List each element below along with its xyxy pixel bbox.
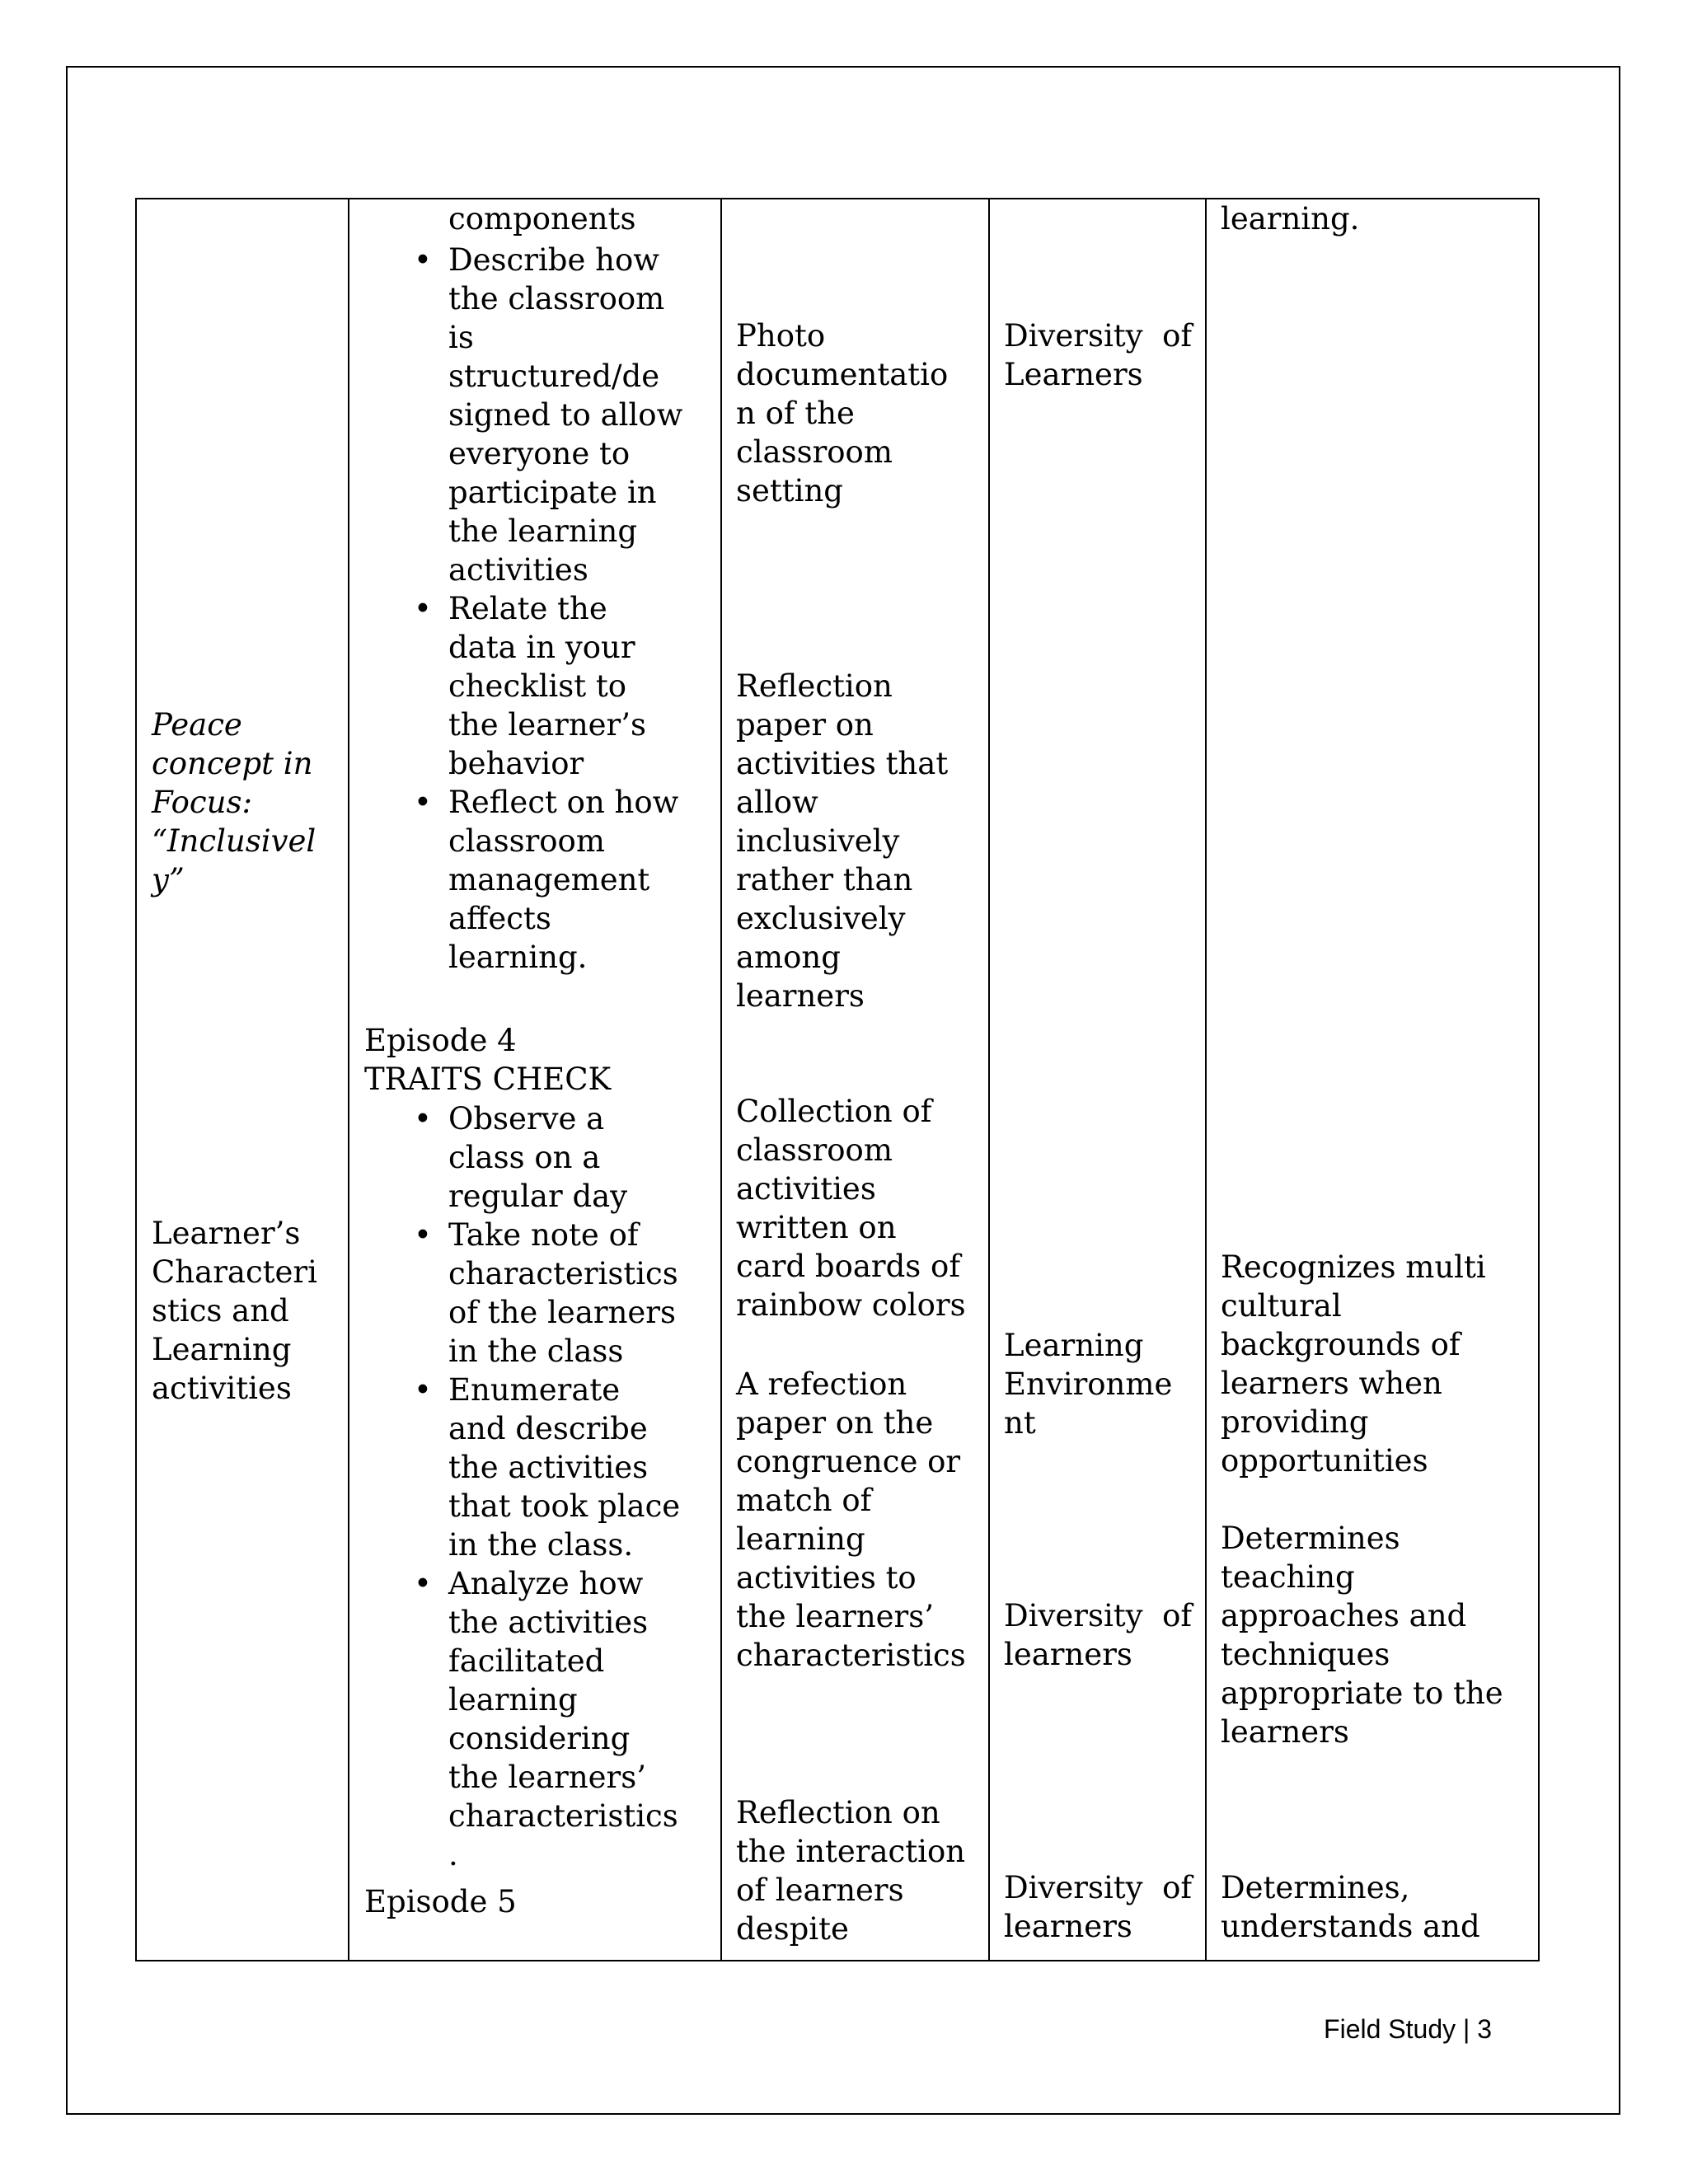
bullet-analyze: • Analyze how the activities facilitated learning considering the learners’ characteristics . xyxy=(349,1564,720,1874)
reflection-interaction-text: Reflection on the interaction of learners despite xyxy=(736,1795,966,1947)
learner-characteristics-text: Learner’s Characteri stics and Learning activities xyxy=(152,1216,317,1406)
bullet-reflect-management: • Reflect on how classroom management affects learning. xyxy=(349,783,720,977)
components-text: components xyxy=(448,201,636,237)
reflection-paper-text: Reflection paper on activities that allow inclusively rather than exclusively among learners xyxy=(736,668,949,1014)
column-competencies xyxy=(1205,199,1540,1960)
refection-congruence-text: A refection paper on the congruence or match of learning activities to the learners’ characteristics xyxy=(736,1366,966,1673)
episode5-heading: Episode 5 xyxy=(364,1884,517,1919)
bullet-describe-classroom: • Describe how the classroom is structured/de signed to allow everyone to participate in the learning activities xyxy=(349,241,720,589)
field-study-table xyxy=(135,198,1540,1961)
page-footer: Field Study | 3 xyxy=(1324,2014,1492,2044)
learning-environment-text: Learning Environme nt xyxy=(1004,1328,1173,1441)
diversity-learners-2: Diversity of learners xyxy=(1004,1598,1193,1672)
bullet-observe-class: • Observe a class on a regular day xyxy=(349,1099,720,1216)
bullet-relate-checklist: • Relate the data in your checklist to the learner’s behavior xyxy=(349,589,720,783)
diversity-learners-1: Diversity of Learners xyxy=(1004,318,1193,392)
column-domain xyxy=(988,199,1205,1960)
bullet-list-episode3 xyxy=(349,241,720,977)
diversity-learners-3: Diversity of learners xyxy=(1004,1870,1193,1944)
episode4-heading: Episode 4 TRAITS CHECK xyxy=(364,1023,612,1097)
determines-understands-text: Determines, understands and xyxy=(1221,1870,1480,1944)
bullet-enumerate: • Enumerate and describe the activities that took place in the class. xyxy=(349,1371,720,1564)
learning-text: learning. xyxy=(1221,201,1360,237)
peace-concept-text: Peace concept in Focus: “Inclusivel y” xyxy=(152,707,316,898)
recognizes-multicultural-text: Recognizes multi cultural backgrounds of learners when providing opportunities xyxy=(1221,1249,1486,1479)
photo-documentation-text: Photo documentatio n of the classroom setting xyxy=(736,318,949,509)
collection-activities-text: Collection of classroom activities written on card boards of rainbow colors xyxy=(736,1094,966,1323)
column-activities xyxy=(348,199,720,1960)
determines-teaching-text: Determines teaching approaches and techniques appropriate to the learners xyxy=(1221,1521,1503,1750)
column-evidence xyxy=(720,199,988,1960)
column-topic xyxy=(137,199,348,1960)
bullet-take-note: • Take note of characteristics of the learners in the class xyxy=(349,1216,720,1371)
bullet-list-episode4 xyxy=(349,1099,720,1874)
